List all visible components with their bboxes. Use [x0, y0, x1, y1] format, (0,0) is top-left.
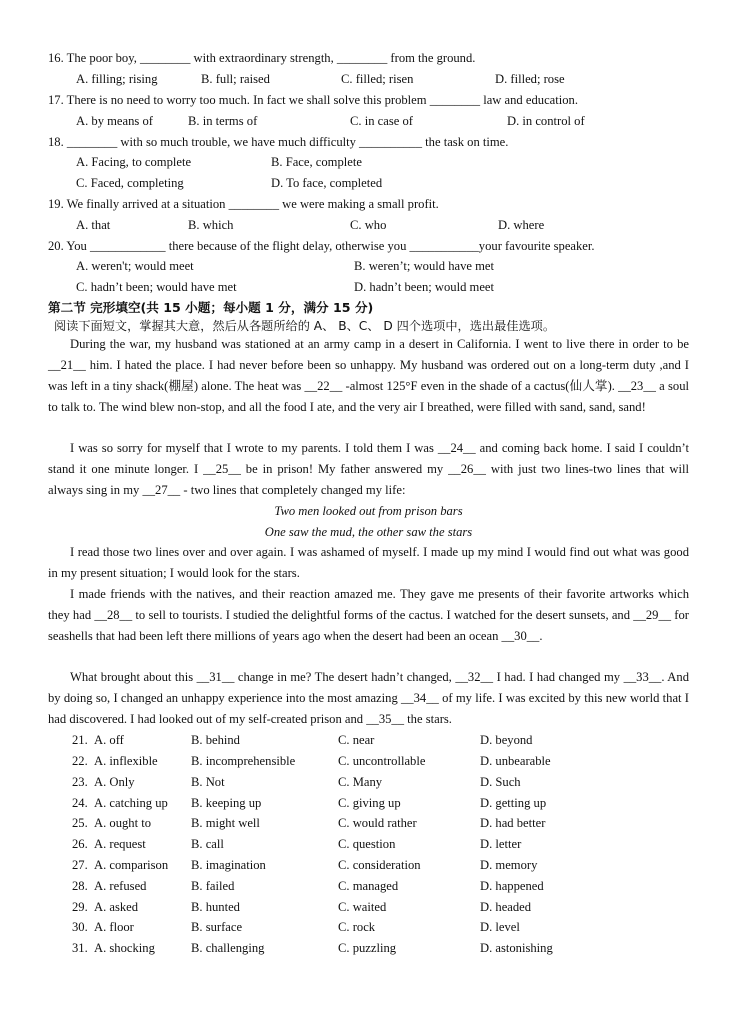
question-17-stem: 17. There is no need to worry too much. In fact we shall solve this problem ________ law and education.	[48, 93, 578, 107]
question-19-option-d: D. where	[498, 218, 545, 232]
answer-option-a: A. request	[94, 837, 146, 851]
answer-option-a: A. asked	[94, 900, 139, 914]
answer-option-b: B. hunted	[191, 900, 240, 914]
answer-option-a: A. off	[94, 733, 124, 747]
poem-line-2: One saw the mud, the other saw the stars	[264, 525, 473, 539]
poem-line-1: Two men looked out from prison bars	[274, 504, 463, 518]
answer-number: 25.	[72, 816, 88, 830]
question-16-option-b: B. full; raised	[201, 72, 270, 86]
question-16-option-d: D. filled; rose	[495, 72, 565, 86]
answer-option-d: D. level	[480, 920, 520, 934]
question-19-stem: 19. We finally arrived at a situation ________ we were making a small profit.	[48, 197, 439, 211]
question-20-option-c: C. hadn’t been; would have met	[76, 280, 237, 294]
answer-option-c: C. rock	[338, 920, 376, 934]
question-18-option-c: C. Faced, completing	[76, 176, 184, 190]
answer-option-a: A. ought to	[94, 816, 152, 830]
question-20-option-d: D. hadn’t been; would meet	[354, 280, 495, 294]
answer-option-b: B. failed	[191, 879, 235, 893]
question-18-option-b: B. Face, complete	[271, 155, 362, 169]
answer-option-c: C. Many	[338, 775, 383, 789]
answer-number: 24.	[72, 796, 88, 810]
answer-option-d: D. happened	[480, 879, 544, 893]
question-20-stem: 20. You ____________ there because of the flight delay, otherwise you ___________your favourite speaker.	[48, 239, 595, 253]
question-19-option-b: B. which	[188, 218, 234, 232]
answer-option-b: B. Not	[191, 775, 225, 789]
answer-number: 22.	[72, 754, 88, 768]
answer-number: 21.	[72, 733, 88, 747]
section-heading: 第二节 完形填空(共 15 小题；每小题 1 分，满分 15 分)	[48, 300, 374, 315]
answer-number: 28.	[72, 879, 88, 893]
question-16-option-a: A. filling; rising	[76, 72, 158, 86]
answer-option-d: D. memory	[480, 858, 538, 872]
answer-option-c: C. puzzling	[338, 941, 397, 955]
answer-option-c: C. waited	[338, 900, 387, 914]
answer-option-c: C. managed	[338, 879, 399, 893]
answer-number: 29.	[72, 900, 88, 914]
passage-paragraph-5: What brought about this __31__ change in me? The desert hadn’t changed, __32__ I had. I had changed my __33__. And by doing so, I changed an unhappy experience into the most amazing __34__ of my life. I was excited by this new world that I had discovered. I had looked out of my self-created prison and __35__ the stars.	[48, 670, 689, 726]
answer-option-a: A. comparison	[94, 858, 169, 872]
answer-option-a: A. catching up	[94, 796, 168, 810]
question-17-option-d: D. in control of	[507, 114, 585, 128]
question-20-option-a: A. weren't; would meet	[76, 259, 194, 273]
answer-option-c: C. uncontrollable	[338, 754, 426, 768]
answer-option-c: C. would rather	[338, 816, 417, 830]
passage-paragraph-4: I made friends with the natives, and their reaction amazed me. They gave me presents of their favorite artworks which they had __28__ to sell to tourists. I studied the delightful forms of the cactus. I watched for the desert sunsets, and __29__ for seashells that had been left there millions of years ago when the desert had been an ocean __30__.	[48, 587, 689, 643]
passage-paragraph-2: I was so sorry for myself that I wrote to my parents. I told them I was __24__ and coming back home. I said I couldn’t stand it one minute longer. I __25__ be in prison! My father answered my __26__ with just two lines-two lines that will always sing in my __27__ - two lines that completely changed my life:	[48, 441, 689, 497]
question-16-option-c: C. filled; risen	[341, 72, 414, 86]
question-18-option-d: D. To face, completed	[271, 176, 383, 190]
answer-option-b: B. keeping up	[191, 796, 262, 810]
question-19-option-c: C. who	[350, 218, 387, 232]
answer-option-b: B. call	[191, 837, 224, 851]
question-18-stem: 18. ________ with so much trouble, we have much difficulty __________ the task on time.	[48, 135, 509, 149]
passage-paragraph-3: I read those two lines over and over again. I was ashamed of myself. I made up my mind I would find out what was good in my present situation; I would look for the stars.	[48, 545, 689, 580]
answer-option-a: A. Only	[94, 775, 135, 789]
answer-option-a: A. floor	[94, 920, 134, 934]
answer-option-a: A. refused	[94, 879, 147, 893]
answer-option-d: D. had better	[480, 816, 546, 830]
answer-option-c: C. consideration	[338, 858, 421, 872]
question-17-option-c: C. in case of	[350, 114, 413, 128]
question-20-option-b: B. weren’t; would have met	[354, 259, 495, 273]
answer-option-c: C. question	[338, 837, 396, 851]
answer-option-d: D. Such	[480, 775, 521, 789]
answer-option-d: D. letter	[480, 837, 522, 851]
answer-option-b: B. challenging	[191, 941, 265, 955]
answer-number: 30.	[72, 920, 88, 934]
question-18-option-a: A. Facing, to complete	[76, 155, 192, 169]
answer-option-d: D. beyond	[480, 733, 533, 747]
question-16-stem: 16. The poor boy, ________ with extraordinary strength, ________ from the ground.	[48, 51, 476, 65]
answer-number: 27.	[72, 858, 88, 872]
section-instruction: 阅读下面短文，掌握其大意，然后从各题所给的 A、 B、C、 D 四个选项中，选出最佳选项。	[54, 319, 556, 333]
answer-option-a: A. shocking	[94, 941, 155, 955]
answer-option-b: B. imagination	[191, 858, 266, 872]
answer-option-d: D. headed	[480, 900, 532, 914]
answer-number: 31.	[72, 941, 88, 955]
question-17-option-a: A. by means of	[76, 114, 153, 128]
answer-number: 26.	[72, 837, 88, 851]
question-17-option-b: B. in terms of	[188, 114, 258, 128]
answer-option-c: C. near	[338, 733, 375, 747]
question-19-option-a: A. that	[76, 218, 111, 232]
answer-option-b: B. behind	[191, 733, 240, 747]
passage-paragraph-1: During the war, my husband was stationed at an army camp in a desert in California. I went to live there in order to be __21__ him. I hated the place. I had never before been so unhappy. My husband was ordered out on a long-term duty ,and I was left in a tiny shack(棚屋) alone. The heat was __22__ -almost 125°F even in the shade of a cactus(仙人掌). __23__ a soul to talk to. The wind blew non-stop, and all the food I ate, and the very air I breathed, were filled with sand, sand, sand!	[48, 337, 689, 414]
answer-number: 23.	[72, 775, 88, 789]
answer-option-d: D. unbearable	[480, 754, 551, 768]
answer-option-b: B. might well	[191, 816, 260, 830]
answer-option-a: A. inflexible	[94, 754, 158, 768]
answer-option-b: B. incomprehensible	[191, 754, 296, 768]
answer-option-d: D. getting up	[480, 796, 547, 810]
answer-option-b: B. surface	[191, 920, 243, 934]
answer-option-c: C. giving up	[338, 796, 401, 810]
answer-option-d: D. astonishing	[480, 941, 553, 955]
